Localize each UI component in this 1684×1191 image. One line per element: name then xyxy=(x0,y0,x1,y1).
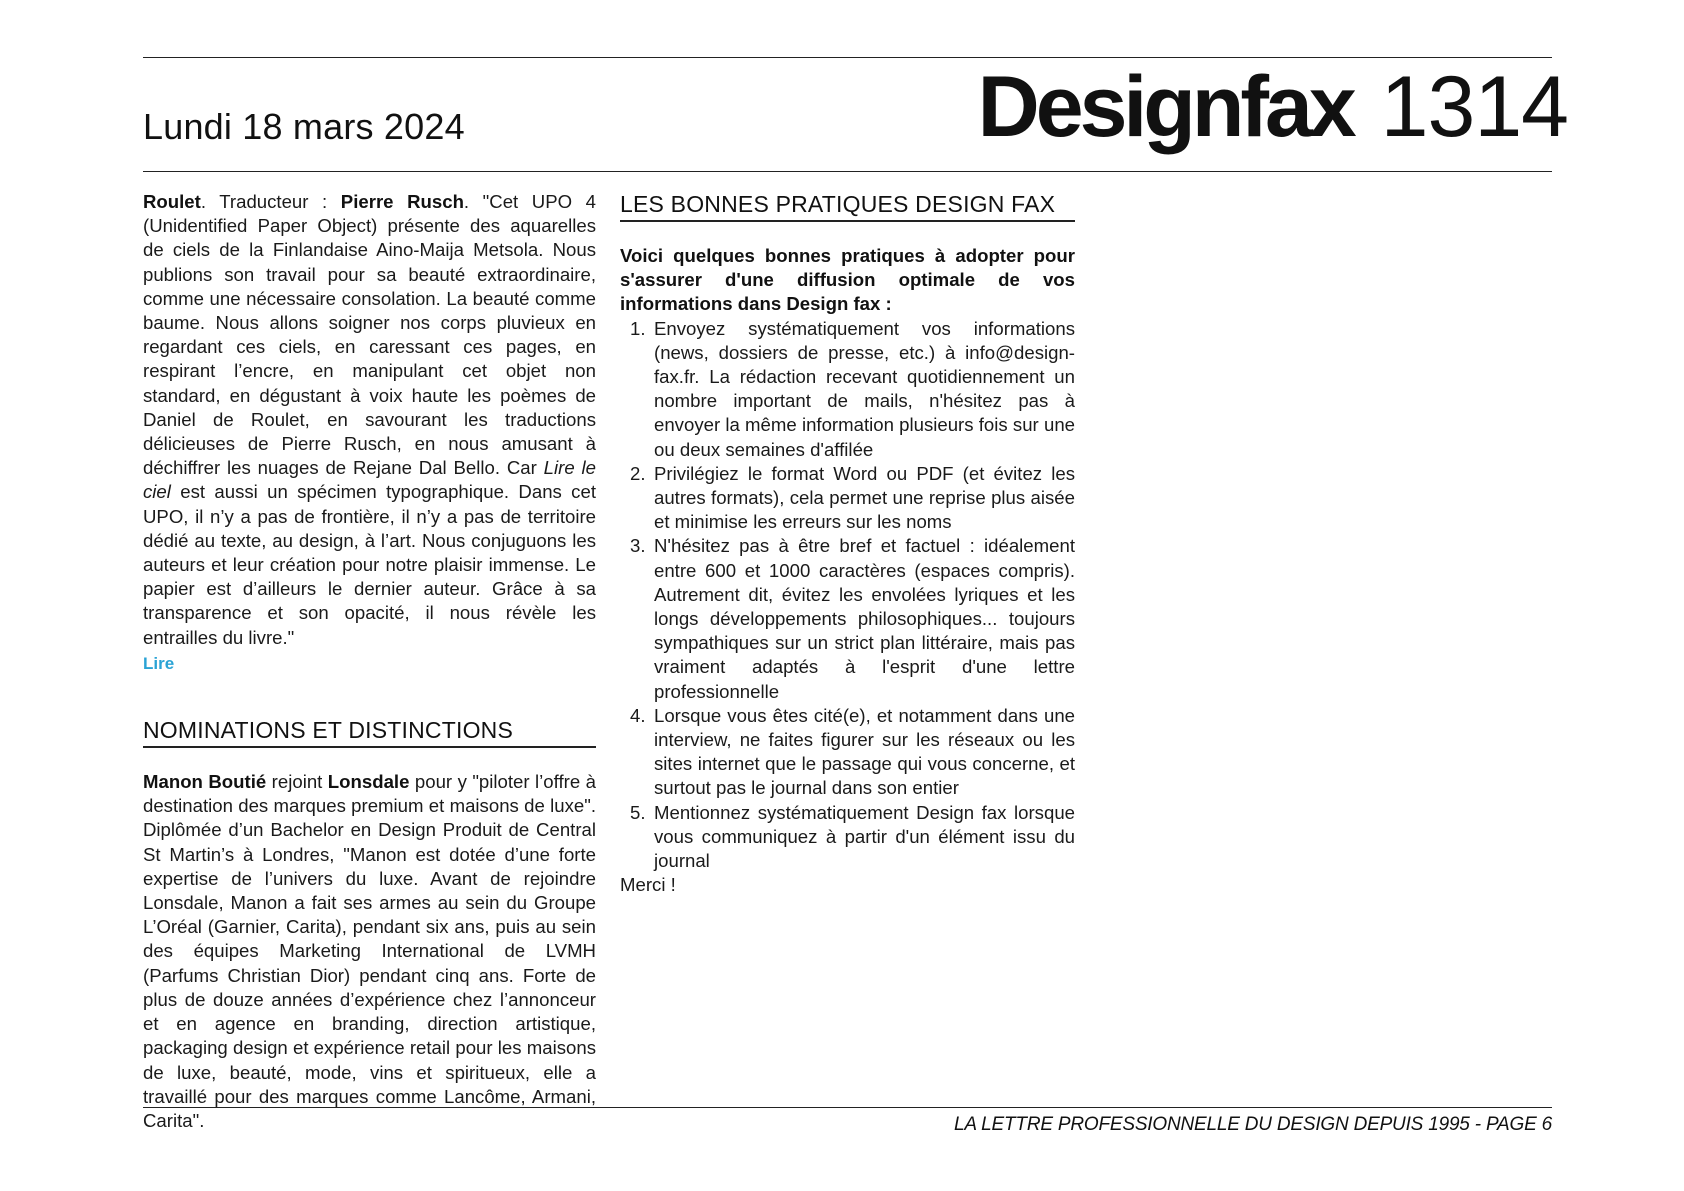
best-practice-item xyxy=(620,704,1075,801)
article-text: pour y "piloter l’offre à destination des marques premium et maisons de luxe". Diplômée d’un Bachelor en Design Produit de Central St Martin’s à Londres, "Manon est dotée d’une forte expertise de l’univers du luxe. Avant de rejoindre Lonsdale, Manon a fait ses armes au sein du Groupe L’Oréal (Garnier, Carita), pendant six ans, puis au sein des équipes Marketing International de LVMH (Parfums Christian Dior) pendant cinq ans. Forte de plus de douze années d’expérience chez l’annonceur et en agence en branding, direction artistique, packaging design et expérience retail pour les maisons de luxe, beauté, mode, vins et spiritueux, elle a travaillé pour des marques comme Lancôme, Armani, Carita". xyxy=(143,771,596,1131)
list-item-text: Privilégiez le format Word ou PDF (et évitez les autres formats), cela permet une reprise plus aisée et minimise les erreurs sur les noms xyxy=(654,462,1075,533)
list-number: 1. xyxy=(630,317,646,339)
left-column xyxy=(143,190,596,1133)
footer-tagline: LA LETTRE PROFESSIONNELLE DU DESIGN DEPUIS 1995 - PAGE 6 xyxy=(953,1114,1552,1135)
masthead-issue-number: 1314 xyxy=(1380,59,1568,155)
list-item-text: Envoyez systématiquement vos informations (news, dossiers de presse, etc.) à info@design-fax.fr. La rédaction recevant quotidiennement un nombre important de mails, n'hésitez pas à envoyer la même information plusieurs fois sur une ou deux semaines d'affilée xyxy=(654,317,1075,460)
person-name: Manon Boutié xyxy=(143,771,267,793)
list-item-text: N'hésitez pas à être bref et factuel : idéalement entre 600 et 1000 caractères (espaces compris). Autrement dit, évitez les envolées lyriques et les longs développements philosophiques... toujours sympathiques sur un strict plan littéraire, mais pas vraiment adaptés à l'esprit d'une lettre professionnelle xyxy=(654,535,1075,702)
section-heading-best-practices: LES BONNES PRATIQUES DESIGN FAX xyxy=(620,190,1075,222)
footer-rule xyxy=(143,1107,1552,1108)
masthead-rule xyxy=(143,171,1552,172)
translator-name: Pierre Rusch xyxy=(340,191,464,212)
list-item-text: Lorsque vous êtes cité(e), et notamment dans une interview, ne faites figurer sur les réseaux ou les sites internet que le passage qui vous concerne, et surtout pas le journal dans son entier xyxy=(654,704,1075,799)
article-text: . Traducteur : xyxy=(200,191,341,212)
list-number: 4. xyxy=(630,704,646,726)
article-text: . "Cet UPO 4 (Unidentified Paper Object) présente des aquarelles de ciels de la Finlandaise Aino-Maija Metsola. Nous publions son travail pour sa beauté extraordinaire, comme une nécessaire consolation. La beauté comme baume. Nous allons soigner nos corps pluvieux en regardant ces ciels, en caressant ces pages, en respirant l’encre, en manipulant cet objet non standard, en dégustant à voix haute les poèmes de Daniel de Roulet, en savourant les traductions délicieuses de Pierre Rusch, en nous amusant à déchiffrer les nuages de Rejane Dal Bello. Car xyxy=(143,191,596,479)
top-rule xyxy=(143,57,1552,58)
book-title: Lire le ciel xyxy=(143,457,596,503)
author-name: Roulet xyxy=(143,191,201,212)
best-practice-item xyxy=(620,317,1075,462)
best-practice-item xyxy=(620,462,1075,535)
best-practice-item xyxy=(620,801,1075,874)
company-name: Lonsdale xyxy=(327,771,410,793)
article-nomination xyxy=(143,770,596,1133)
masthead-brand: Designfax xyxy=(977,59,1353,155)
article-lire-le-ciel xyxy=(143,190,596,650)
best-practice-item xyxy=(620,534,1075,703)
list-number: 3. xyxy=(630,535,646,557)
article-text: rejoint xyxy=(266,771,328,793)
best-practices-intro: Voici quelques bonnes pratiques à adopter pour s'assurer d'une diffusion optimale de vos informations dans Design fax : xyxy=(620,245,1075,315)
list-number: 5. xyxy=(630,801,646,823)
masthead xyxy=(977,59,1568,155)
middle-column xyxy=(620,190,1075,897)
closing-text: Merci ! xyxy=(620,874,676,896)
section-heading-nominations: NOMINATIONS ET DISTINCTIONS xyxy=(143,716,596,748)
article-text: est aussi un spécimen typographique. Dans cet UPO, il n’y a pas de frontière, il n’y a pas de territoire dédié au texte, au design, à l’art. Nous conjuguons les auteurs et leur création pour notre plaisir immense. Le papier est d’ailleurs le dernier auteur. Grâce à sa transparence et son opacité, il nous révèle les entrailles du livre." xyxy=(143,481,596,648)
best-practices-list xyxy=(620,317,1075,874)
issue-date: Lundi 18 mars 2024 xyxy=(143,106,465,147)
list-item-text: Mentionnez systématiquement Design fax lorsque vous communiquez à partir d'un élément issu du journal xyxy=(654,801,1075,872)
read-more-link[interactable]: Lire xyxy=(143,653,175,673)
list-number: 2. xyxy=(630,462,646,484)
